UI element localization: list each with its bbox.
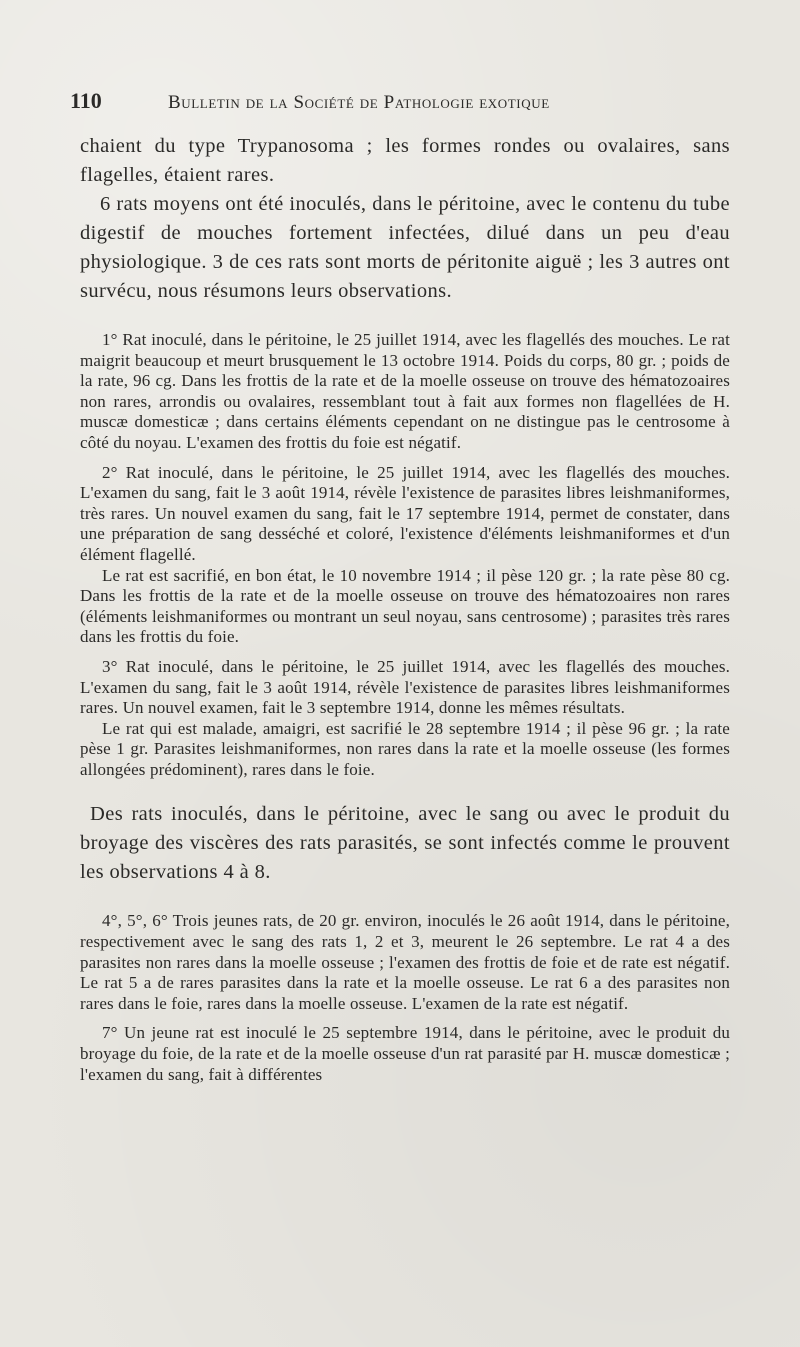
page-number: 110 (70, 88, 102, 113)
intro-paragraph-inoculation: 6 rats moyens ont été inoculés, dans le péritoine, avec le contenu du tube digestif de mouches fortement infectées, dilué dans un peu d'eau physiologique. 3 de ces rats sont morts de péritonite aiguë ; les 3 autres ont survécu, nous résumons leurs observations. (80, 193, 730, 302)
intro-paragraph-continuation: chaient du type Trypanosoma ; les formes rondes ou ovalaires, sans flagelles, étaient rares. (80, 135, 730, 186)
transition-section (80, 800, 730, 887)
observation-2-part-1: 2° Rat inoculé, dans le péritoine, le 25 juillet 1914, avec les flagellés des mouches. L'examen du sang, fait le 3 août 1914, révèle l'existence de parasites libres leishmaniformes, très rares. Un nouvel examen du sang, fait le 17 septembre 1914, permet de constater, dans une préparation de sang desséché et coloré, l'existence d'éléments leishmaniformes et d'un élément flagellé. (80, 462, 730, 564)
observation-1: 1° Rat inoculé, dans le péritoine, le 25 juillet 1914, avec les flagellés des mouches. Le rat maigrit beaucoup et meurt brusquement le 13 octobre 1914. Poids du corps, 80 gr. ; poids de la rate, 96 cg. Dans les frottis de la rate et de la moelle osseuse on trouve des hématozoaires non rares, arrondis ou ovalaires, ressemblant tout à fait aux formes non flagellées de H. muscæ domesticæ ; dans certains éléments cependant on ne distingue pas le centrosome à côté du noyau. L'examen des frottis du foie est négatif. (80, 330, 730, 452)
observation-7: 7° Un jeune rat est inoculé le 25 septembre 1914, dans le péritoine, avec le produit du broyage du foie, de la rate et de la moelle osseuse d'un rat parasité par H. muscæ domesticæ ; l'examen du sang, fait à différentes (80, 1023, 730, 1084)
observations-4-7 (80, 911, 730, 1085)
observations-1-3 (80, 330, 730, 780)
intro-section (80, 132, 730, 306)
transition-paragraph: Des rats inoculés, dans le péritoine, avec le sang ou avec le produit du broyage des viscères des rats parasités, se sont infectés comme le prouvent les observations 4 à 8. (80, 803, 730, 884)
running-head: Bulletin de la Société de Pathologie exotique (168, 92, 550, 113)
observation-3-part-2: Le rat qui est malade, amaigri, est sacrifié le 28 septembre 1914 ; il pèse 96 gr. ; la rate pèse 1 gr. Parasites leishmaniformes, non rares dans la rate et la moelle osseuse (les formes allongées prédominent), rares dans le foie. (80, 718, 730, 779)
page-header (70, 88, 730, 114)
observation-4-5-6: 4°, 5°, 6° Trois jeunes rats, de 20 gr. environ, inoculés le 26 août 1914, dans le péritoine, respectivement avec le sang des rats 1, 2 et 3, meurent le 26 septembre. Le rat 4 a des parasites non rares dans la moelle osseuse ; l'examen des frottis de foie et de rate est négatif. Le rat 5 a de rares parasites dans la rate et la moelle osseuse. Le rat 6 a des parasites non rares dans le foie, rares dans la moelle osseuse. L'examen de la rate est négatif. (80, 911, 730, 1013)
observation-2-part-2: Le rat est sacrifié, en bon état, le 10 novembre 1914 ; il pèse 120 gr. ; la rate pèse 80 cg. Dans les frottis de la rate et de la moelle osseuse on trouve des hématozoaires non rares (éléments leishmaniformes ou montrant un seul noyau, sans centrosome) ; parasites très rares dans les frottis du foie. (80, 565, 730, 647)
observation-3-part-1: 3° Rat inoculé, dans le péritoine, le 25 juillet 1914, avec les flagellés des mouches. L'examen du sang, fait le 3 août 1914, révèle l'existence de parasites libres leishmaniformes rares. Un nouvel examen, fait le 3 septembre 1914, donne les mêmes résultats. (80, 656, 730, 718)
